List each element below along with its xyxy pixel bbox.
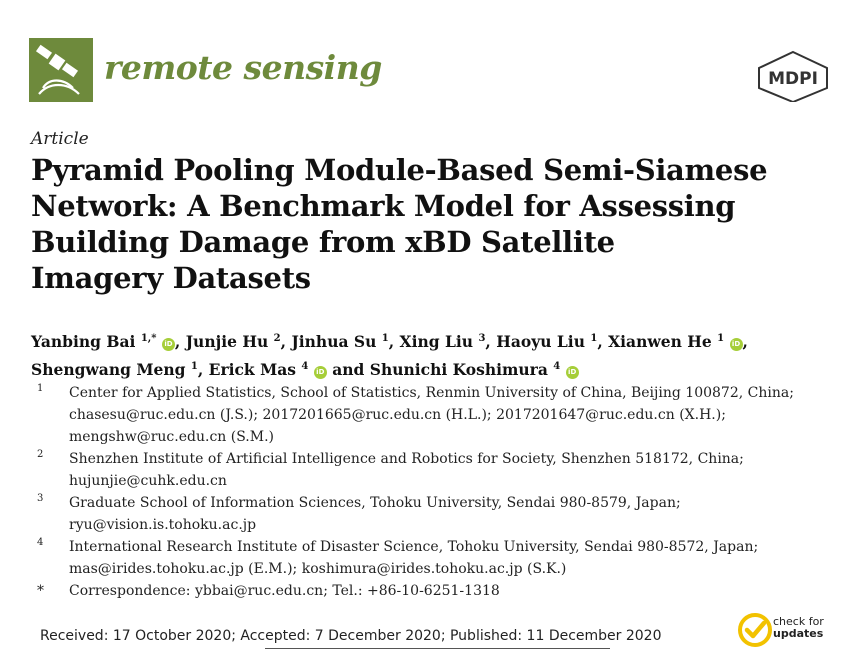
affiliation-line: Center for Applied Statistics, School of Statistics, Renmin University of China, Beijing 100872, China; — [69, 385, 794, 401]
affiliation-marker: 4 — [37, 537, 44, 548]
affiliation-line: Graduate School of Information Sciences, Tohoku University, Sendai 980-8579, Japan; — [69, 495, 681, 511]
author-affil: 1 — [381, 333, 389, 344]
author-affil: 1,* — [140, 333, 157, 344]
correspondence-line[interactable]: Correspondence: ybbai@ruc.edu.cn; Tel.: +86-10-6251-1318 — [69, 583, 500, 599]
check-badge-icon — [738, 612, 772, 648]
affiliation — [37, 382, 837, 448]
publisher-name: MDPI — [768, 69, 818, 89]
orcid-icon[interactable]: iD — [730, 338, 743, 351]
author-list — [31, 326, 831, 382]
author-line: Shengwang Meng $^1$, Erick Mas $^4$ iD and Shunichi Koshimura $^4$ iD — [31, 354, 831, 382]
affiliation-line[interactable]: hujunjie@cuhk.edu.cn — [69, 473, 227, 489]
paper-title — [31, 152, 791, 296]
author-name[interactable]: Junjie Hu — [185, 332, 269, 352]
affiliation-line: Shenzhen Institute of Artificial Intelligence and Robotics for Society, Shenzhen 518172, China; — [69, 451, 744, 467]
author-name[interactable]: Xianwen He — [608, 332, 712, 352]
title-line: Network: A Benchmark Model for Assessing — [31, 189, 736, 223]
publication-dates: Received: 17 October 2020; Accepted: 7 December 2020; Published: 11 December 2020 — [40, 628, 662, 644]
title-line: Building Damage from xBD Satellite — [31, 225, 615, 259]
check-updates-line: check for — [773, 615, 824, 628]
journal-logo — [29, 38, 93, 102]
orcid-icon[interactable]: iD — [162, 338, 175, 351]
author-affil: 3 — [478, 333, 486, 344]
affiliation-line[interactable]: chasesu@ruc.edu.cn (J.S.); 2017201665@ruc.edu.cn (H.L.); 2017201647@ruc.edu.cn (X.H.); — [69, 407, 726, 423]
author-name[interactable]: Jinhua Su — [291, 332, 377, 352]
affiliation-marker: 1 — [37, 383, 44, 394]
journal-name[interactable]: remote sensing — [104, 48, 382, 87]
affiliation — [37, 536, 837, 580]
satellite-icon — [29, 38, 93, 102]
orcid-icon[interactable]: iD — [314, 366, 327, 379]
correspondence-marker: * — [37, 583, 44, 599]
orcid-icon[interactable]: iD — [566, 366, 579, 379]
affiliation-list — [37, 382, 837, 602]
title-line: Pyramid Pooling Module-Based Semi-Siamese — [31, 153, 768, 187]
divider — [265, 648, 610, 649]
author-affil: 2 — [273, 333, 281, 344]
affiliation — [37, 492, 837, 536]
author-name[interactable]: Xing Liu — [399, 332, 474, 352]
author-name[interactable]: Shunichi Koshimura — [369, 360, 548, 380]
author-affil: 1 — [190, 361, 198, 373]
author-line: Yanbing Bai $^{1,*}$ iD , Junjie Hu $^2$, Jinhua Su $^1$, Xing Liu $^3$, Haoyu Liu $^1$, Xianwen He $^1$ iD , — [31, 332, 748, 352]
check-updates-label[interactable] — [773, 616, 824, 640]
title-line: Imagery Datasets — [31, 261, 311, 295]
check-updates-line: updates — [773, 627, 824, 640]
author-affil: 1 — [590, 333, 598, 344]
author-name[interactable]: Yanbing Bai — [31, 332, 136, 352]
publisher-logo[interactable] — [753, 50, 833, 102]
correspondence — [37, 580, 837, 602]
author-affil: 4 — [553, 361, 561, 373]
affiliation-line[interactable]: mas@irides.tohoku.ac.jp (E.M.); koshimura@irides.tohoku.ac.jp (S.K.) — [69, 561, 567, 577]
author-conjunction: and — [332, 360, 365, 380]
affiliation-marker: 3 — [37, 493, 44, 504]
affiliation-line: International Research Institute of Disaster Science, Tohoku University, Sendai 980-8572, Japan; — [69, 539, 759, 555]
article-type: Article — [31, 129, 89, 149]
affiliation — [37, 448, 837, 492]
author-name[interactable]: Erick Mas — [208, 360, 296, 380]
affiliation-marker: 2 — [37, 449, 44, 460]
author-name[interactable]: Shengwang Meng — [31, 360, 186, 380]
affiliation-line[interactable]: mengshw@ruc.edu.cn (S.M.) — [69, 429, 274, 445]
author-affil: 4 — [301, 361, 309, 373]
author-affil: 1 — [717, 333, 725, 344]
author-name[interactable]: Haoyu Liu — [496, 332, 585, 352]
affiliation-line[interactable]: ryu@vision.is.tohoku.ac.jp — [69, 517, 257, 533]
